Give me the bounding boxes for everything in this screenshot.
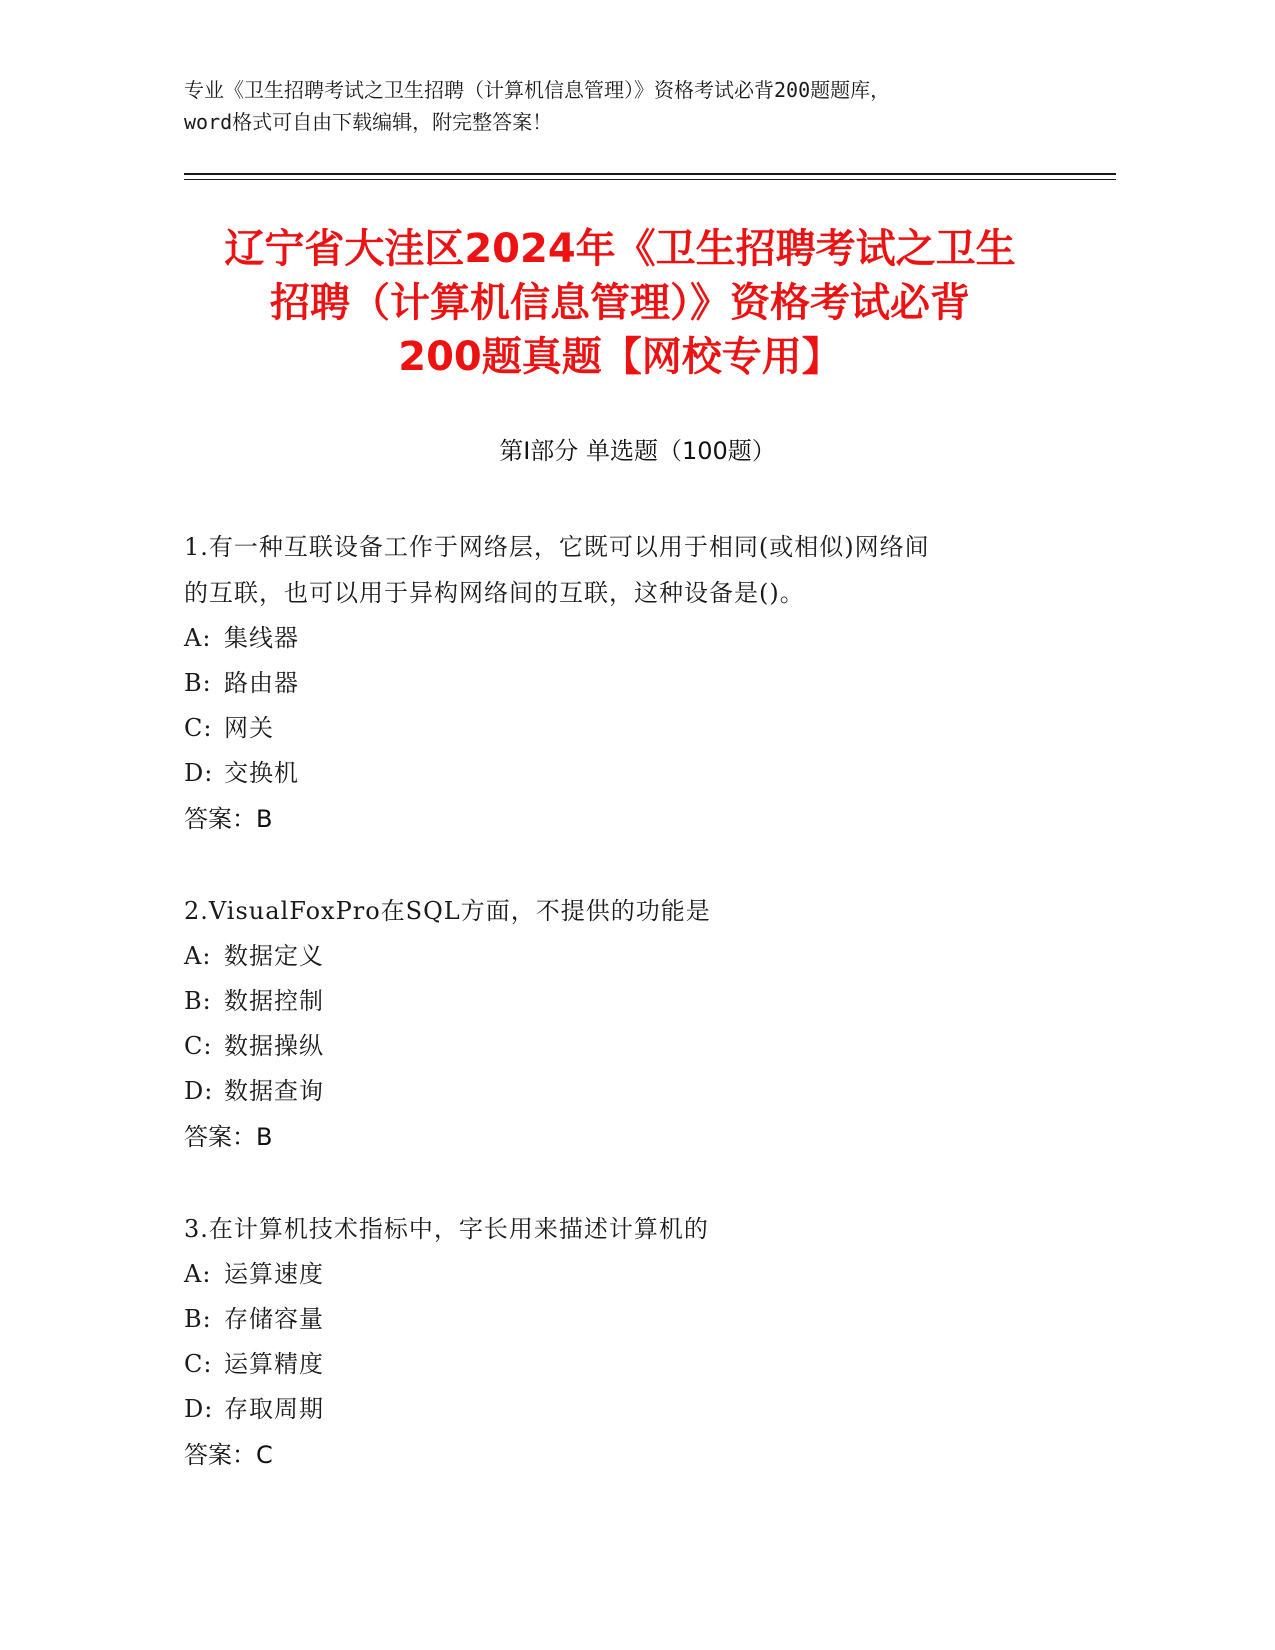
option-text: 数据查询 — [224, 1077, 324, 1105]
header-note — [184, 74, 1084, 138]
option-letter: B: — [184, 1305, 212, 1333]
option-c — [184, 1024, 1084, 1069]
option-d — [184, 751, 1084, 796]
question-stem — [184, 1206, 1084, 1252]
option-c — [184, 1342, 1084, 1387]
section-title: 第Ⅰ部分 单选题（100题） — [499, 437, 776, 465]
option-text: 运算速度 — [224, 1260, 324, 1288]
option-letter: A: — [184, 942, 212, 970]
header-note-line-2: word格式可自由下载编辑，附完整答案！ — [184, 110, 553, 134]
option-letter: B: — [184, 987, 212, 1015]
option-letter: C: — [184, 714, 213, 742]
header-note-line-1: 专业《卫生招聘考试之卫生招聘（计算机信息管理）》资格考试必背200题题库， — [184, 78, 891, 102]
option-text: 路由器 — [224, 669, 299, 697]
option-d — [184, 1387, 1084, 1432]
question-stem — [184, 888, 1084, 934]
document-title-line-3: 200题真题【网校专用】 — [398, 334, 842, 380]
question-2 — [184, 888, 1084, 1160]
option-letter: B: — [184, 669, 212, 697]
option-text: 存储容量 — [224, 1305, 324, 1333]
option-letter: C: — [184, 1350, 213, 1378]
option-letter: C: — [184, 1032, 213, 1060]
question-stem-line: 1.有一种互联设备工作于网络层，它既可以用于相同(或相似)网络间 — [184, 533, 930, 561]
document-title — [160, 222, 1080, 384]
option-text: 集线器 — [224, 624, 299, 652]
answer: 答案：C — [184, 1441, 273, 1469]
option-text: 存取周期 — [224, 1395, 324, 1423]
answer: 答案：B — [184, 805, 273, 833]
option-b — [184, 1297, 1084, 1342]
option-text: 运算精度 — [224, 1350, 324, 1378]
option-d — [184, 1069, 1084, 1114]
option-letter: A: — [184, 1260, 212, 1288]
option-letter: D: — [184, 759, 214, 787]
option-c — [184, 706, 1084, 751]
option-b — [184, 661, 1084, 706]
option-text: 交换机 — [224, 759, 299, 787]
question-stem-line: 3.在计算机技术指标中，字长用来描述计算机的 — [184, 1215, 709, 1243]
document-title-line-2: 招聘（计算机信息管理）》资格考试必背 — [270, 280, 970, 326]
option-letter: D: — [184, 1077, 214, 1105]
option-b — [184, 979, 1084, 1024]
option-a — [184, 1252, 1084, 1297]
question-stem-line: 2.VisualFoxPro在SQL方面，不提供的功能是 — [184, 897, 711, 925]
question-3 — [184, 1206, 1084, 1478]
option-text: 网关 — [224, 714, 274, 742]
option-letter: D: — [184, 1395, 214, 1423]
question-stem — [184, 524, 1084, 616]
option-text: 数据控制 — [224, 987, 324, 1015]
option-a — [184, 934, 1084, 979]
answer: 答案：B — [184, 1123, 273, 1151]
header-divider-thick — [184, 173, 1116, 175]
option-text: 数据操纵 — [224, 1032, 324, 1060]
header-divider-thin — [184, 179, 1116, 180]
option-letter: A: — [184, 624, 212, 652]
question-stem-line: 的互联，也可以用于异构网络间的互联，这种设备是()。 — [184, 579, 805, 607]
option-text: 数据定义 — [224, 942, 324, 970]
document-title-line-1: 辽宁省大洼区2024年《卫生招聘考试之卫生 — [224, 226, 1016, 272]
option-a — [184, 616, 1084, 661]
question-1 — [184, 524, 1084, 842]
question-list — [184, 524, 1084, 1524]
